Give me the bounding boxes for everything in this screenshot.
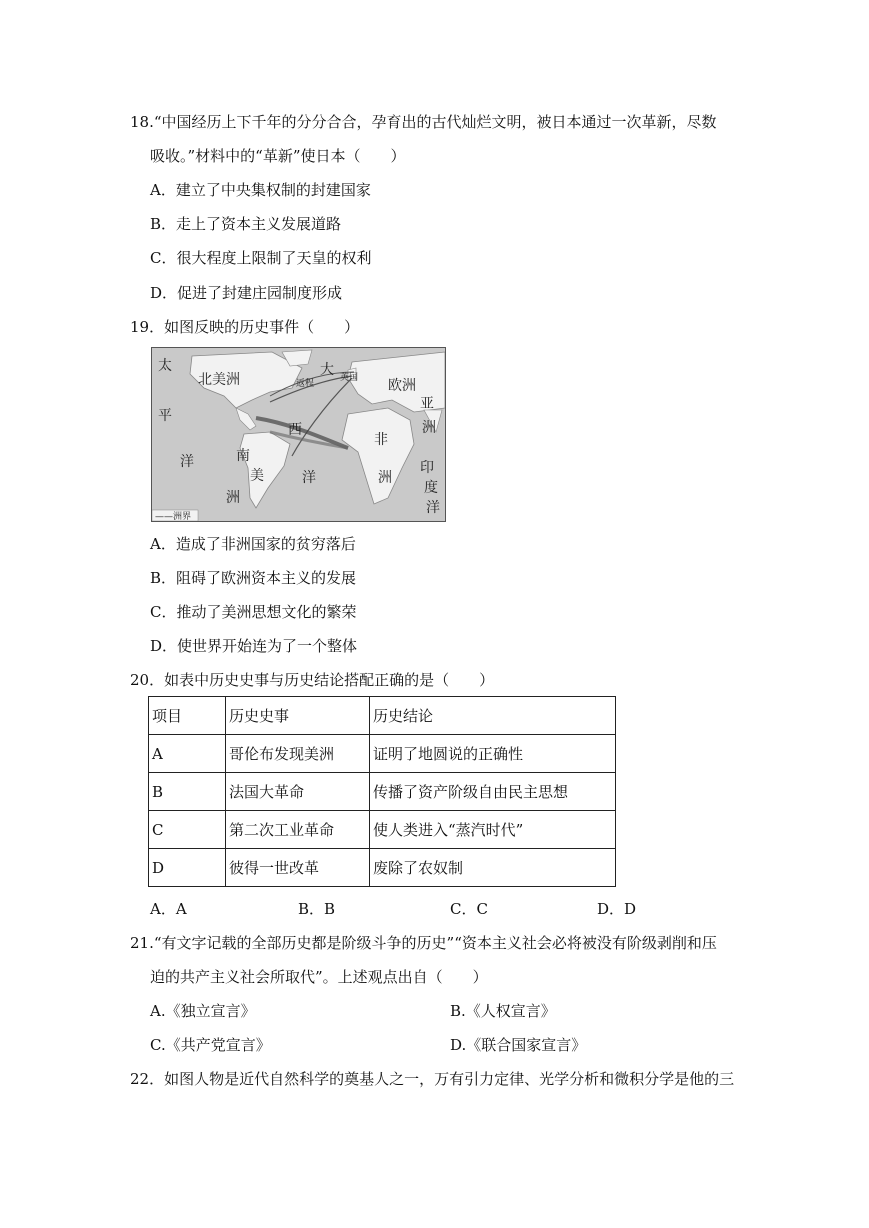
q19-stem: 19．如图反映的历史事件（ ） [130,318,360,336]
north-america-label: 北美洲 [198,372,240,388]
table-cell: 废除了农奴制 [370,849,616,887]
atlantic-label-3: 洋 [302,470,316,486]
q21-option-a: A.《独立宣言》 [150,1002,256,1020]
q19-option-d: D．使世界开始连为了一个整体 [150,637,358,655]
south-america-label-1: 南 [236,448,250,464]
table-cell: 彼得一世改革 [226,849,370,887]
table-row [149,773,616,811]
pacific-label-1: 太 [158,358,172,374]
pacific-label-2: 平 [158,408,172,424]
q18-stem-line2: 吸收。”材料中的“革新”使日本（ ） [150,147,406,165]
history-table [148,696,616,887]
q22-stem-line1: 22．如图人物是近代自然科学的奠基人之一，万有引力定律、光学分析和微积分学是他的三 [130,1070,735,1088]
world-map-figure [152,348,445,521]
africa-label-2: 洲 [378,470,392,486]
table-header-row [149,697,616,735]
europe-label: 欧洲 [388,378,416,394]
q20-option-a: A．A [150,900,187,918]
q20-option-c: C．C [450,900,488,918]
table-cell: 证明了地圆说的正确性 [370,735,616,773]
q19-option-b: B．阻碍了欧洲资本主义的发展 [150,569,357,587]
header-event: 历史史事 [226,697,370,735]
header-item: 项目 [149,697,226,735]
map-legend-text: ——洲界 [155,512,192,521]
triangular-trade-map [151,347,446,522]
q18-stem-line1: 18.“中国经历上下千年的分分合合，孕育出的古代灿烂文明，被日本通过一次革新，尽数 [130,113,717,131]
q21-stem-line2: 迫的共产主义社会所取代”。上述观点出自（ ） [150,968,488,986]
south-america-label-3: 洲 [226,490,240,506]
table-cell: 哥伦布发现美洲 [226,735,370,773]
table-cell: D [149,849,226,887]
britain-label: 英国 [340,373,359,383]
table-row [149,849,616,887]
q18-option-a: A．建立了中央集权制的封建国家 [150,181,371,199]
asia-label-2: 洲 [422,420,436,436]
table-row [149,811,616,849]
q21-option-b: B.《人权宣言》 [450,1002,556,1020]
africa-label-1: 非 [374,432,388,448]
q18-option-c: C．很大程度上限制了天皇的权利 [150,249,372,267]
table-cell: 法国大革命 [226,773,370,811]
table-cell: A [149,735,226,773]
table-cell: B [149,773,226,811]
q21-stem-line1: 21.“有文字记载的全部历史都是阶级斗争的历史”“资本主义社会必将被没有阶级剥削和压 [130,934,717,952]
table-row [149,735,616,773]
q18-option-d: D．促进了封建庄园制度形成 [150,284,343,302]
q19-option-c: C．推动了美洲思想文化的繁荣 [150,603,357,621]
indian-ocean-label-2: 度 [424,480,438,496]
return-route-label: 返程 [296,379,315,389]
asia-label-1: 亚 [420,396,434,412]
table-cell: 第二次工业革命 [226,811,370,849]
atlantic-label-1: 大 [320,362,334,378]
q20-option-d: D．D [597,900,637,918]
table-cell: C [149,811,226,849]
table-cell: 使人类进入“蒸汽时代” [370,811,616,849]
q19-option-a: A．造成了非洲国家的贫穷落后 [150,535,356,553]
pacific-label-3: 洋 [180,454,194,470]
indian-ocean-label-3: 洋 [426,500,440,516]
q20-option-b: B．B [298,900,336,918]
q21-option-d: D.《联合国家宣言》 [450,1036,587,1054]
indian-ocean-label-1: 印 [420,460,434,476]
table-cell: 传播了资产阶级自由民主思想 [370,773,616,811]
south-america-label-2: 美 [250,468,264,484]
q18-option-b: B．走上了资本主义发展道路 [150,215,342,233]
atlantic-label-2: 西 [288,422,302,438]
q21-option-c: C.《共产党宣言》 [150,1036,271,1054]
q20-stem: 20．如表中历史史事与历史结论搭配正确的是（ ） [130,671,495,689]
header-conclusion: 历史结论 [370,697,616,735]
